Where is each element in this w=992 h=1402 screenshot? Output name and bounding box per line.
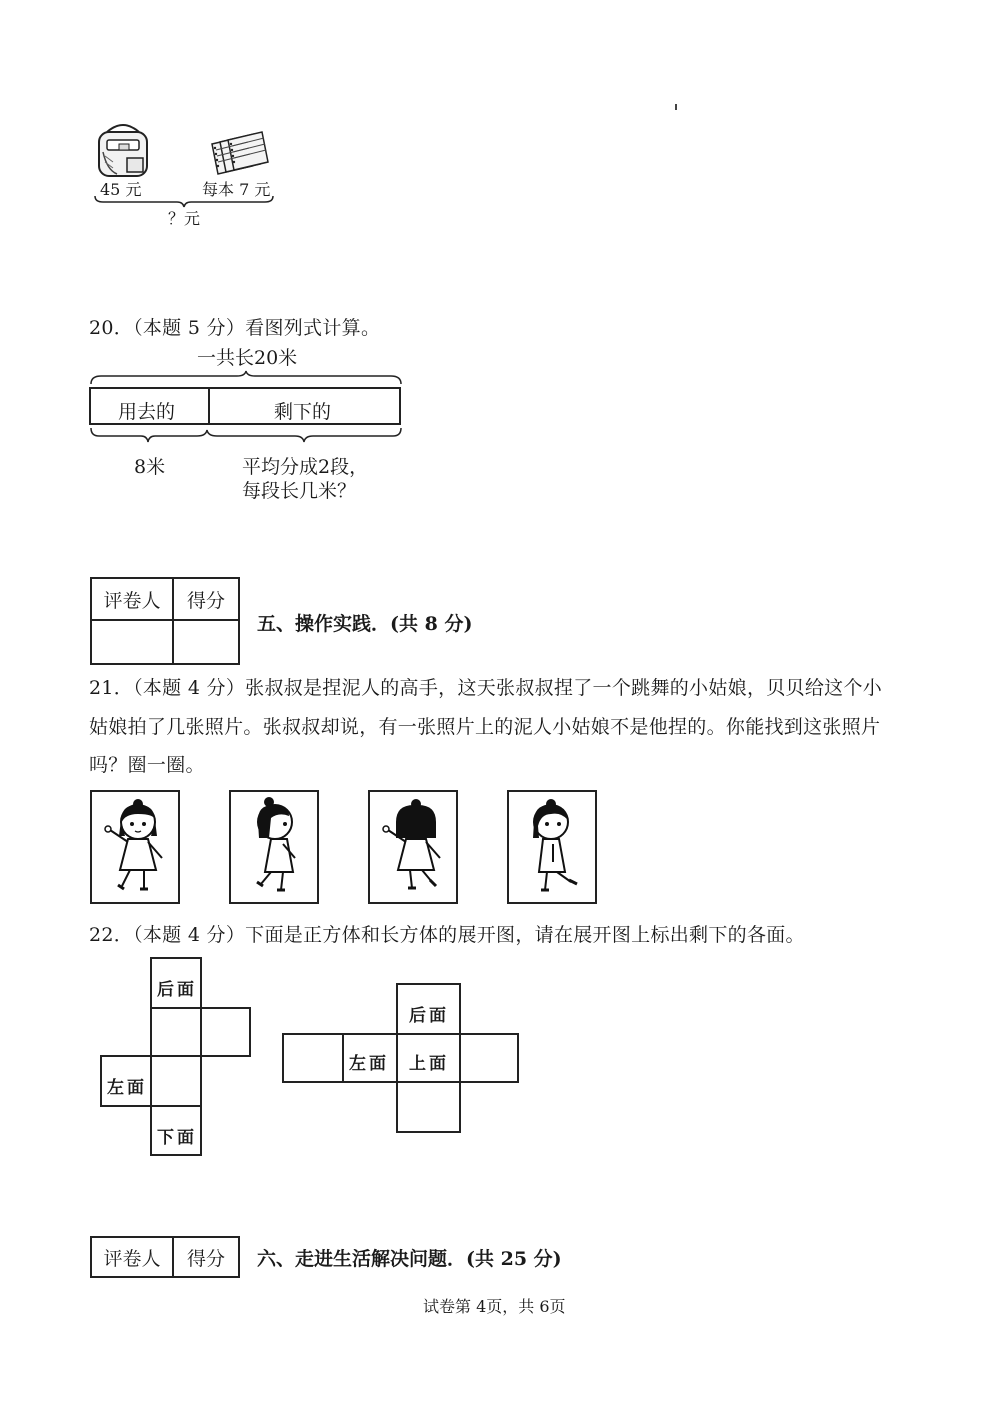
cube-left-face — [100, 1055, 152, 1107]
cube-face-blank-3[interactable] — [150, 1055, 202, 1107]
girl-front-icon — [92, 792, 178, 902]
photo-1[interactable] — [90, 790, 180, 904]
score-header-6: 得分 — [173, 1237, 239, 1277]
page-footer: 试卷第 4页，共 6页 — [423, 1297, 566, 1316]
remaining-segment-label: 剩下的 — [274, 401, 332, 423]
backpack-icon — [93, 122, 153, 178]
total-price: ？元 — [168, 209, 201, 228]
q20-stem: 20．（本题 5 分）看图列式计算。 — [89, 317, 381, 339]
score-header: 得分 — [173, 578, 239, 620]
girl-back-icon — [370, 792, 456, 902]
q20-divider — [208, 389, 210, 423]
bag-price: 45 元 — [100, 180, 142, 199]
photo-3[interactable] — [368, 790, 458, 904]
q20-total-label: 一共长20米 — [197, 347, 298, 369]
notebooks-icon — [206, 130, 272, 178]
q20-bar — [89, 387, 401, 425]
cube-back-face — [150, 957, 202, 1009]
cube-back-label: 后面 — [157, 980, 197, 1000]
used-length: 8米 — [134, 456, 166, 478]
cuboid-left-label: 左面 — [349, 1054, 389, 1074]
cube-face-blank-2[interactable] — [200, 1007, 251, 1057]
remain-text-2: 每段长几米？ — [242, 480, 357, 502]
cuboid-top-label: 上面 — [409, 1054, 449, 1074]
photo-2[interactable] — [229, 790, 319, 904]
book-price: 每本 7 元 — [202, 180, 271, 199]
q21-line1: 21．（本题 4 分）张叔叔是捏泥人的高手，这天张叔叔捏了一个跳舞的小姑娘，贝贝给这个小 — [89, 677, 883, 699]
used-segment-label: 用去的 — [118, 401, 176, 423]
cuboid-face-blank-2[interactable] — [459, 1033, 519, 1083]
q21-line3: 吗？圈一圈。 — [89, 754, 205, 776]
girl-side-icon — [231, 792, 317, 902]
cube-bottom-face — [150, 1105, 202, 1156]
grader-header: 评卷人 — [91, 578, 173, 620]
q21-line2: 姑娘拍了几张照片。张叔叔却说，有一张照片上的泥人小姑娘不是他捏的。你能找到这张照片 — [89, 716, 881, 738]
q19-figure — [88, 120, 288, 230]
cube-bottom-label: 下面 — [157, 1128, 197, 1148]
q20-top-brace — [89, 370, 405, 388]
cuboid-top-face — [396, 1033, 461, 1083]
section6-title: 六、走进生活解决问题．(共 25 分) — [257, 1248, 562, 1270]
remain-text-1: 平均分成2段， — [242, 456, 369, 478]
cube-face-blank-1[interactable] — [150, 1007, 202, 1057]
photo-4[interactable] — [507, 790, 597, 904]
score-cell[interactable] — [173, 620, 239, 664]
q22-stem: 22．（本题 4 分）下面是正方体和长方体的展开图，请在展开图上标出剩下的各面。 — [89, 924, 805, 946]
cuboid-face-blank-3[interactable] — [396, 1081, 461, 1133]
section6-score-table — [90, 1236, 240, 1278]
q20-bottom-brace — [89, 426, 405, 444]
cube-left-label: 左面 — [107, 1078, 147, 1098]
cuboid-face-blank-1[interactable] — [282, 1033, 344, 1083]
stray-mark — [675, 104, 677, 110]
girl-profile-icon — [509, 792, 595, 902]
cuboid-back-face — [396, 983, 461, 1035]
grader-header-6: 评卷人 — [91, 1237, 173, 1277]
cuboid-left-face — [342, 1033, 398, 1083]
grader-cell[interactable] — [91, 620, 173, 664]
section5-title: 五、操作实践．(共 8 分) — [257, 613, 473, 635]
section5-score-table — [90, 577, 240, 665]
cuboid-back-label: 后面 — [409, 1006, 449, 1026]
